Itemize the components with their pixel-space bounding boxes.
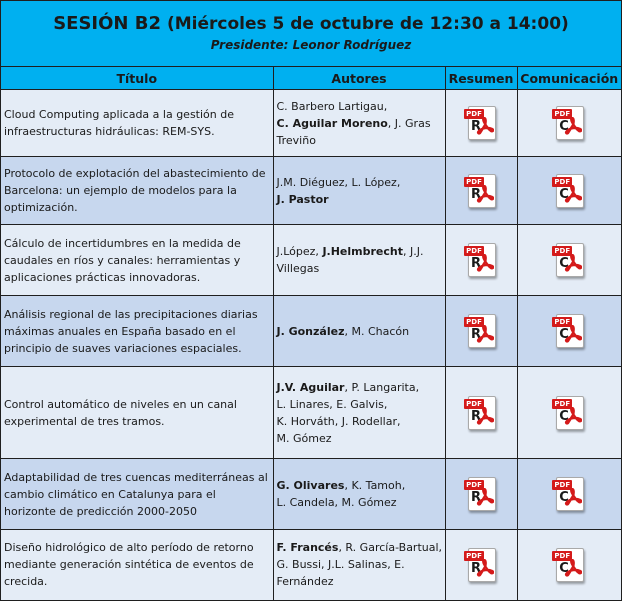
paper-title: Control automático de niveles en un canal experimental de tres tramos.	[1, 367, 273, 459]
presenting-author: F. Francés	[276, 541, 339, 555]
paper-authors	[273, 296, 445, 367]
pdf-comunicacion-icon[interactable]	[552, 394, 586, 432]
acrobat-swirl-icon	[476, 325, 494, 343]
author-text: , M. Chacón	[344, 324, 410, 338]
pdf-resumen-icon[interactable]	[464, 172, 498, 210]
pdf-letter: R	[471, 408, 482, 424]
pdf-letter: C	[559, 119, 569, 134]
acrobat-swirl-icon	[564, 254, 582, 272]
presenting-author: C. Aguilar Moreno	[276, 116, 388, 130]
paper-title: Protocolo de explotación del abastecimiento de Barcelona: un ejemplo de modelos para la optimización.	[1, 157, 273, 225]
acrobat-swirl-icon	[476, 254, 494, 272]
session-title	[1, 13, 621, 35]
author-line	[277, 556, 442, 573]
author-text: , R. García-Bartual,	[338, 541, 443, 555]
author-text: Fernández	[276, 575, 334, 589]
pdf-tag-label: PDF	[464, 480, 484, 490]
author-text: , K. Tamoh,	[344, 479, 406, 492]
pdf-resumen-icon[interactable]	[464, 394, 498, 432]
author-text: L. Linares, E. Galvis,	[276, 397, 388, 411]
author-line	[277, 396, 442, 413]
pdf-tag-label: PDF	[552, 109, 572, 119]
paper-title: Adaptabilidad de tres cuencas mediterráneas al cambio climático en Catalunya para el horizonte de predicción 2000-2050	[1, 459, 273, 530]
pdf-tag-label: PDF	[552, 177, 572, 187]
author-line	[277, 477, 442, 494]
pdf-tag-label: PDF	[464, 551, 484, 561]
presenting-author: J. Pastor	[276, 192, 329, 206]
acrobat-swirl-icon	[564, 488, 582, 506]
presenting-author: J.V. Aguilar	[276, 380, 345, 394]
table-row	[1, 459, 621, 530]
acrobat-swirl-icon	[476, 407, 494, 425]
paper-title: Análisis regional de las precipitaciones diarias máximas anuales en España basado en el principio de suaves variaciones espaciales.	[1, 296, 273, 367]
table-header-row	[1, 67, 621, 90]
table-row	[1, 530, 621, 600]
pdf-tag-label: PDF	[552, 480, 572, 490]
author-line	[277, 539, 442, 556]
author-text: M. Gómez	[276, 431, 332, 445]
comunicacion-cell	[517, 459, 621, 530]
pdf-letter: C	[559, 327, 569, 342]
resumen-cell	[445, 296, 517, 367]
pdf-letter: R	[471, 490, 482, 505]
author-text: J.M. Diéguez, L. López,	[276, 175, 401, 189]
acrobat-swirl-icon	[564, 559, 582, 577]
session-time: (Miércoles 5 de octubre de 12:30 a 14:00)	[166, 14, 569, 34]
resumen-cell	[445, 367, 517, 459]
presenting-author: G. Olivares	[276, 479, 345, 492]
resumen-cell	[445, 530, 517, 600]
acrobat-swirl-icon	[476, 117, 494, 135]
column-header-resumen: Resumen	[445, 67, 517, 90]
comunicacion-cell	[517, 296, 621, 367]
pdf-comunicacion-icon[interactable]	[552, 172, 586, 210]
author-line	[277, 573, 442, 590]
author-line	[277, 260, 442, 277]
pdf-resumen-icon[interactable]	[464, 104, 498, 142]
pdf-tag-label: PDF	[464, 109, 484, 119]
acrobat-swirl-icon	[476, 559, 494, 577]
acrobat-swirl-icon	[564, 117, 582, 135]
paper-authors	[273, 459, 445, 530]
author-line	[277, 430, 442, 447]
author-text: Treviño	[276, 133, 316, 147]
author-line	[277, 132, 442, 149]
author-line	[277, 323, 442, 340]
author-text: G. Bussi, J.L. Salinas, E.	[276, 558, 405, 572]
session-code: SESIÓN B2	[53, 13, 162, 34]
column-header-comunicacion: Comunicación	[517, 67, 621, 90]
author-line	[277, 243, 442, 260]
paper-authors	[273, 157, 445, 225]
acrobat-swirl-icon	[476, 488, 494, 506]
table-body	[1, 90, 621, 600]
resumen-cell	[445, 459, 517, 530]
comunicacion-cell	[517, 157, 621, 225]
author-line	[277, 115, 442, 132]
pdf-resumen-icon[interactable]	[464, 475, 498, 513]
table-row	[1, 367, 621, 459]
pdf-comunicacion-icon[interactable]	[552, 312, 586, 350]
comunicacion-cell	[517, 225, 621, 296]
pdf-tag-label: PDF	[464, 177, 484, 187]
pdf-resumen-icon[interactable]	[464, 241, 498, 279]
pdf-tag-label: PDF	[552, 246, 572, 256]
author-text: , J.J.	[402, 245, 424, 258]
author-text: C. Barbero Lartigau,	[276, 99, 388, 113]
author-line	[277, 174, 442, 191]
acrobat-swirl-icon	[564, 407, 582, 425]
resumen-cell	[445, 90, 517, 157]
table-row	[1, 157, 621, 225]
paper-authors	[273, 90, 445, 157]
table-row	[1, 225, 621, 296]
pdf-letter: C	[559, 560, 569, 576]
pdf-letter: R	[471, 186, 482, 202]
pdf-comunicacion-icon[interactable]	[552, 475, 586, 513]
pdf-comunicacion-icon[interactable]	[552, 104, 586, 142]
pdf-tag-label: PDF	[464, 317, 484, 327]
author-line	[277, 379, 442, 396]
paper-title: Cálculo de incertidumbres en la medida de caudales en ríos y canales: herramientas y aplicaciones prácticas innovadoras.	[1, 225, 273, 296]
paper-title: Diseño hidrológico de alto período de retorno mediante generación sintética de eventos de crecida.	[1, 530, 273, 600]
paper-authors	[273, 367, 445, 459]
author-text: J.López,	[276, 245, 323, 258]
pdf-letter: R	[471, 327, 482, 342]
pdf-tag-label: PDF	[552, 551, 572, 561]
author-line	[277, 494, 442, 511]
pdf-tag-label: PDF	[552, 317, 572, 327]
paper-title: Cloud Computing aplicada a la gestión de infraestructuras hidráulicas: REM-SYS.	[1, 90, 273, 157]
papers-table	[1, 67, 621, 600]
pdf-letter: R	[471, 560, 482, 576]
pdf-comunicacion-icon[interactable]	[552, 546, 586, 584]
pdf-tag-label: PDF	[464, 399, 484, 409]
pdf-letter: R	[471, 119, 482, 134]
pdf-letter: C	[559, 490, 569, 505]
resumen-cell	[445, 225, 517, 296]
resumen-cell	[445, 157, 517, 225]
paper-authors	[273, 530, 445, 600]
author-text: L. Candela, M. Gómez	[276, 496, 397, 509]
author-text: K. Horváth, J. Rodellar,	[276, 414, 401, 428]
table-row	[1, 296, 621, 367]
presenting-author: J.Helmbrecht	[322, 245, 403, 258]
comunicacion-cell	[517, 367, 621, 459]
author-line	[277, 191, 442, 208]
author-text: , J. Gras	[387, 116, 431, 130]
pdf-letter: C	[559, 186, 569, 202]
author-text: Villegas	[276, 262, 320, 275]
pdf-letter: C	[559, 408, 569, 424]
author-line	[277, 98, 442, 115]
acrobat-swirl-icon	[564, 325, 582, 343]
pdf-resumen-icon[interactable]	[464, 546, 498, 584]
pdf-resumen-icon[interactable]	[464, 312, 498, 350]
author-text: , P. Langarita,	[344, 380, 420, 394]
pdf-letter: C	[559, 256, 569, 271]
session-president: Presidente: Leonor Rodríguez	[210, 38, 412, 52]
author-line	[277, 413, 442, 430]
acrobat-swirl-icon	[564, 185, 582, 203]
pdf-tag-label: PDF	[552, 399, 572, 409]
paper-authors	[273, 225, 445, 296]
pdf-letter: R	[471, 256, 482, 271]
column-header-titulo: Título	[1, 67, 273, 90]
presenting-author: J. González	[276, 324, 345, 338]
table-row	[1, 90, 621, 157]
pdf-tag-label: PDF	[464, 246, 484, 256]
session-header	[1, 1, 621, 67]
acrobat-swirl-icon	[476, 185, 494, 203]
column-header-autores: Autores	[273, 67, 445, 90]
pdf-comunicacion-icon[interactable]	[552, 241, 586, 279]
comunicacion-cell	[517, 90, 621, 157]
comunicacion-cell	[517, 530, 621, 600]
